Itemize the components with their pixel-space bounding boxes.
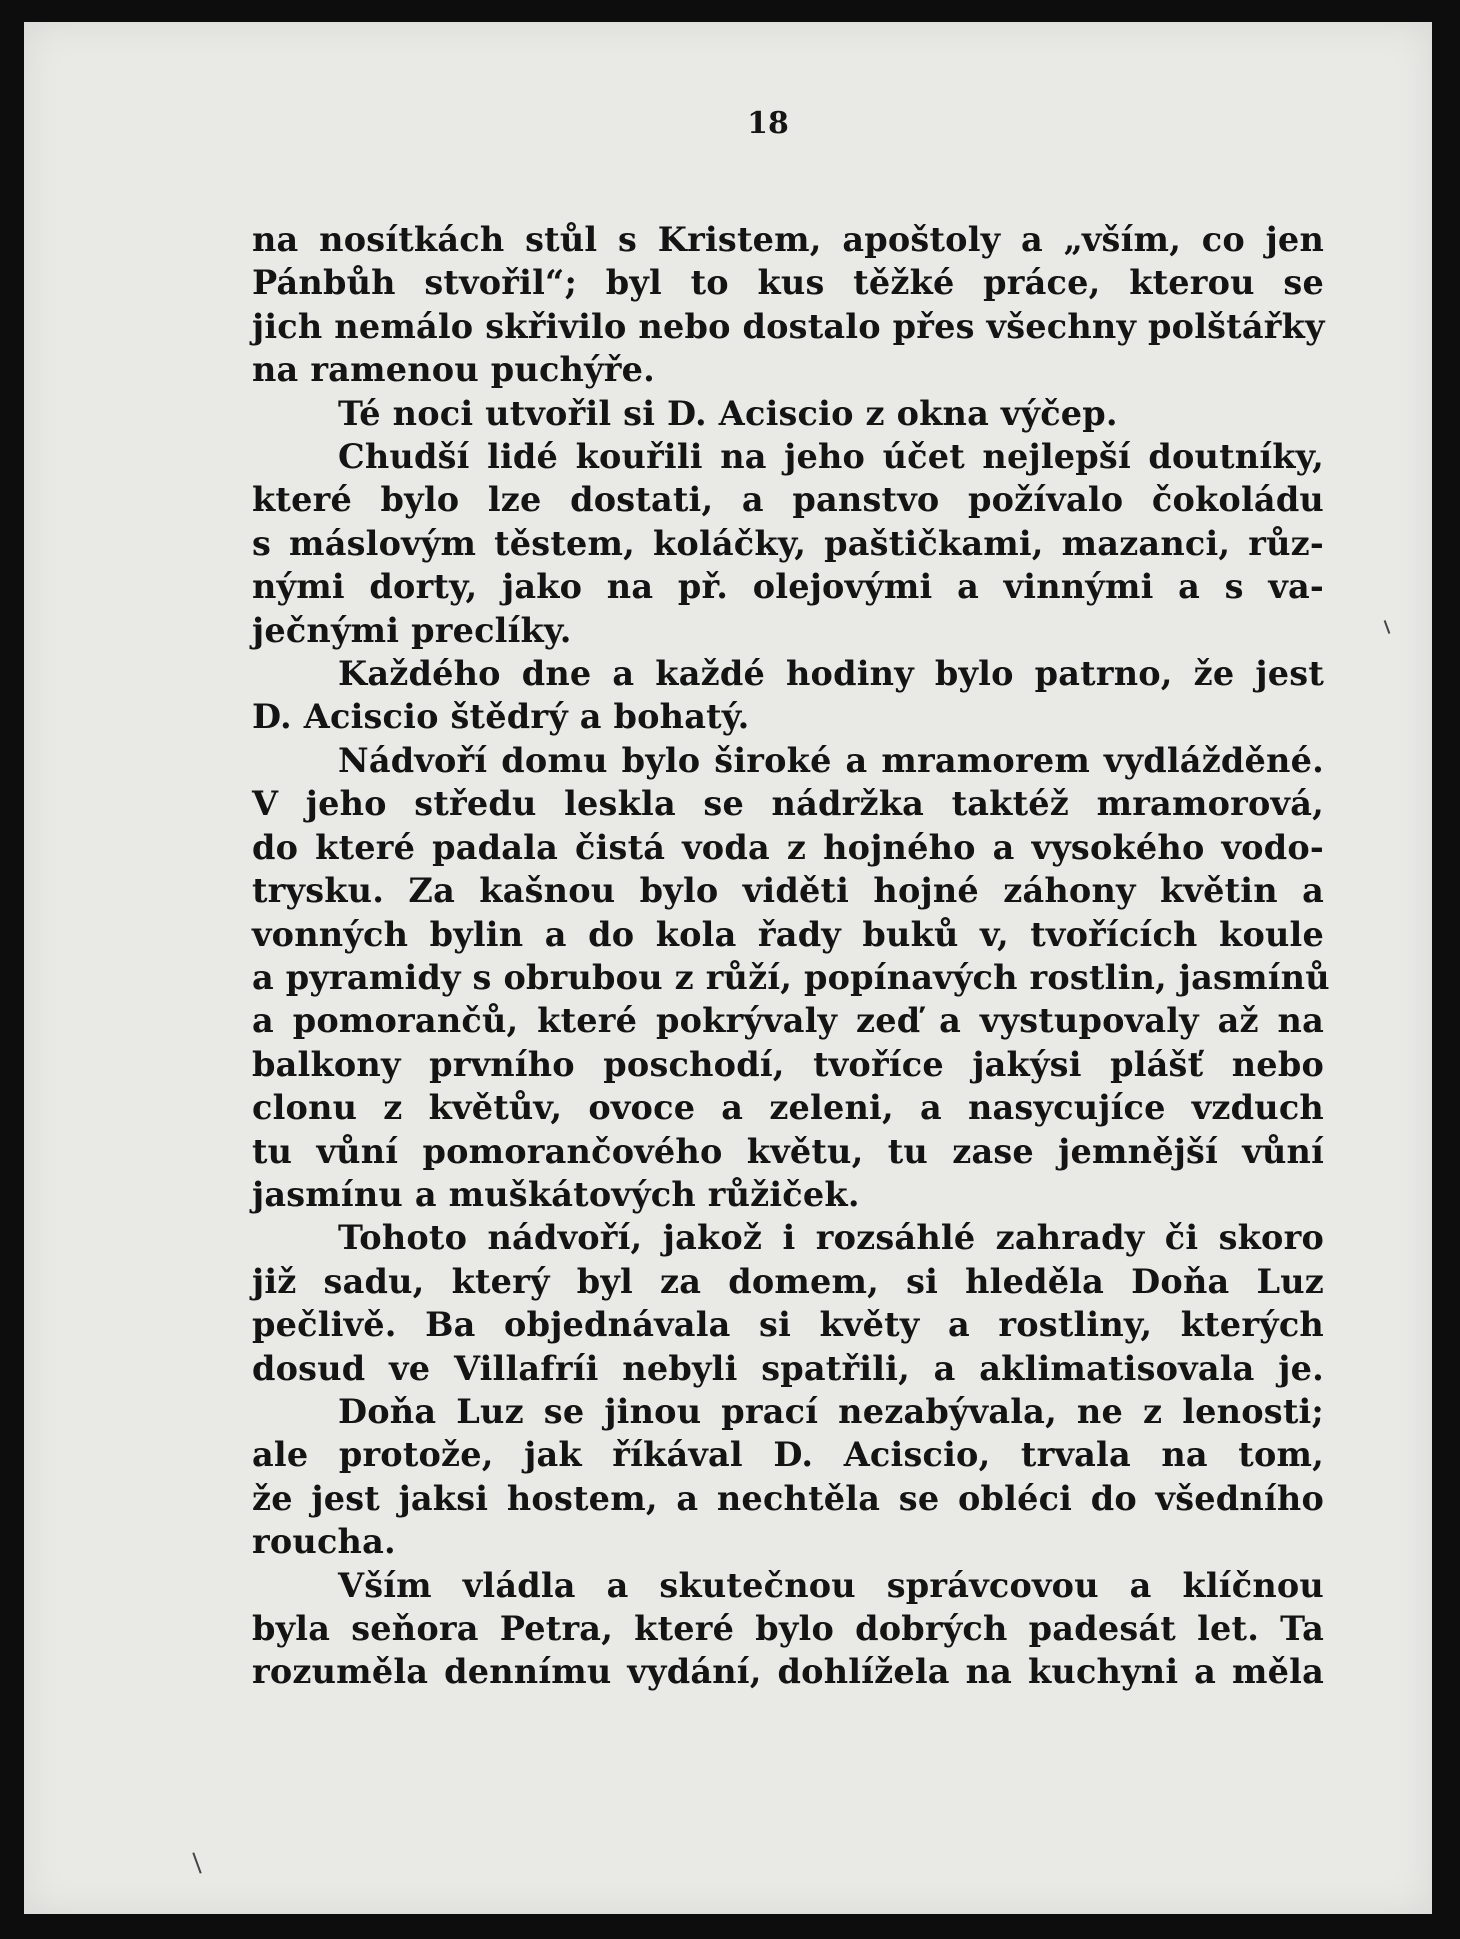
text-line: V jeho středu leskla se nádržka taktéž mramorová, [252, 784, 1324, 824]
text-line: s máslovým těstem, koláčky, paštičkami, mazanci, růz- [252, 523, 1324, 563]
text-line: Pánbůh stvořil“; byl to kus těžké práce, kterou se [252, 263, 1324, 303]
text-line: již sadu, který byl za domem, si hleděla Doňa Luz [252, 1261, 1324, 1301]
text-line: roucha. [252, 1522, 396, 1562]
text-line: balkony prvního poschodí, tvoříce jakýsi plášť nebo [252, 1044, 1324, 1084]
scan-speck [1384, 620, 1391, 634]
paragraph-start-line: Doňa Luz se jinou prací nezabývala, ne z lenosti; [338, 1391, 1324, 1431]
text-line: D. Aciscio štědrý a bohatý. [252, 697, 750, 737]
text-line: rozuměla dennímu vydání, dohlížela na kuchyni a měla [252, 1652, 1324, 1692]
text-line: dosud ve Villafríi nebyli spatřili, a aklimatisovala je. [252, 1348, 1324, 1388]
paragraph-start-line: Chudší lidé kouřili na jeho účet nejlepší doutníky, [338, 437, 1324, 477]
text-line: trysku. Za kašnou bylo viděti hojné záhony květin a [252, 871, 1324, 911]
page-number: 18 [747, 106, 789, 141]
text-line: na nosítkách stůl s Kristem, apoštoly a „vším, co jen [252, 220, 1324, 259]
text-line: tu vůní pomorančového květu, tu zase jemnější vůní [252, 1131, 1324, 1171]
text-line: jasmínu a muškátových růžiček. [252, 1174, 860, 1214]
paragraph-start-line: Vším vládla a skutečnou správcovou a klíčnou [338, 1565, 1324, 1605]
text-line: vonných bylin a do kola řady buků v, tvořících koule [252, 914, 1324, 954]
text-line: jich nemálo skřivilo nebo dostalo přes všechny polštářky [252, 306, 1325, 346]
text-line: a pyramidy s obrubou z růží, popínavých rostlin, jasmínů [252, 957, 1330, 997]
paragraph-start-line: Té noci utvořil si D. Aciscio z okna výčep. [338, 393, 1118, 433]
text-line: ale protože, jak říkával D. Aciscio, trvala na tom, [252, 1435, 1324, 1475]
paragraph-start-line: Každého dne a každé hodiny bylo patrno, že jest [338, 654, 1324, 694]
text-line: clonu z květův, ovoce a zeleni, a nasycujíce vzduch [252, 1088, 1324, 1128]
body-text [252, 218, 1330, 1694]
text-line: nými dorty, jako na př. olejovými a vinnými a s va- [252, 567, 1324, 607]
text-line: na ramenou puchýře. [252, 350, 655, 390]
text-line: do které padala čistá voda z hojného a vysokého vodo- [252, 827, 1324, 867]
text-line: které bylo lze dostati, a panstvo požívalo čokoládu [252, 480, 1324, 520]
text-line: ječnými preclíky. [252, 610, 572, 650]
text-line: a pomorančů, které pokrývaly zeď a vystupovaly až na [252, 1001, 1324, 1041]
text-line: byla seňora Petra, které bylo dobrých padesát let. Ta [252, 1609, 1324, 1648]
paragraph-start-line: Tohoto nádvoří, jakož i rozsáhlé zahrady či skoro [338, 1218, 1324, 1258]
text-line: že jest jaksi hostem, a nechtěla se obléci do všedního [252, 1478, 1324, 1518]
scan-speck [192, 1852, 201, 1873]
book-page [24, 22, 1432, 1914]
paragraph-start-line: Nádvoří domu bylo široké a mramorem vydlážděné. [338, 740, 1324, 780]
text-line: pečlivě. Ba objednávala si květy a rostliny, kterých [252, 1305, 1324, 1345]
